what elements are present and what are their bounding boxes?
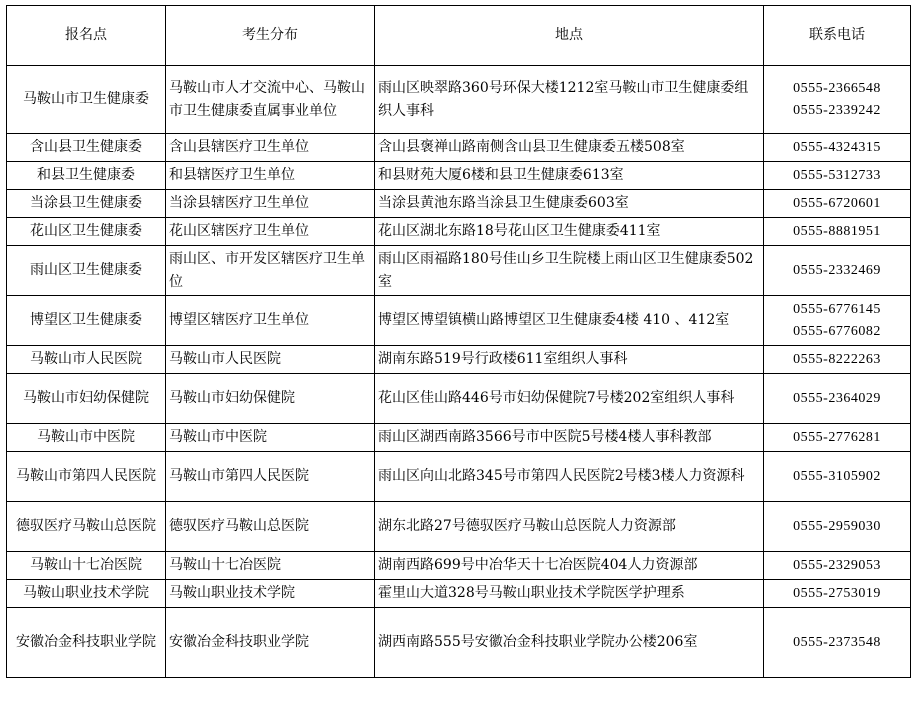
address-cell: 霍里山大道328号马鞍山职业技术学院医学护理系 <box>375 580 764 608</box>
phone-cell <box>764 246 911 296</box>
site-cell: 雨山区卫生健康委 <box>7 246 166 296</box>
candidates-cell: 德驭医疗马鞍山总医院 <box>166 502 375 552</box>
phone-number: 0555-2329053 <box>793 557 881 573</box>
table-row <box>7 552 911 580</box>
phone-cell <box>764 608 911 678</box>
phone-number: 0555-4324315 <box>793 139 881 155</box>
address-cell: 雨山区映翠路360号环保大楼1212室马鞍山市卫生健康委组织人事科 <box>375 66 764 134</box>
phone-number: 0555-2339242 <box>793 102 881 118</box>
site-cell: 马鞍山市人民医院 <box>7 346 166 374</box>
candidates-cell: 雨山区、市开发区辖医疗卫生单位 <box>166 246 375 296</box>
site-cell: 当涂县卫生健康委 <box>7 190 166 218</box>
phone-cell <box>764 296 911 346</box>
table-row <box>7 502 911 552</box>
address-cell: 湖西南路555号安徽冶金科技职业学院办公楼206室 <box>375 608 764 678</box>
table-row <box>7 374 911 424</box>
table-row <box>7 580 911 608</box>
phone-number: 0555-2364029 <box>793 390 881 406</box>
site-cell: 马鞍山职业技术学院 <box>7 580 166 608</box>
phone-cell <box>764 162 911 190</box>
table-row <box>7 346 911 374</box>
site-cell: 含山县卫生健康委 <box>7 134 166 162</box>
site-cell: 马鞍山市妇幼保健院 <box>7 374 166 424</box>
phone-number: 0555-3105902 <box>793 468 881 484</box>
phone-number: 0555-8881951 <box>793 223 881 239</box>
address-cell: 含山县褒禅山路南侧含山县卫生健康委五楼508室 <box>375 134 764 162</box>
phone-cell <box>764 66 911 134</box>
address-cell: 湖东北路27号德驭医疗马鞍山总医院人力资源部 <box>375 502 764 552</box>
header-site: 报名点 <box>7 6 166 66</box>
phone-cell <box>764 218 911 246</box>
address-cell: 当涂县黄池东路当涂县卫生健康委603室 <box>375 190 764 218</box>
table-row <box>7 134 911 162</box>
site-cell: 马鞍山市第四人民医院 <box>7 452 166 502</box>
address-cell: 湖南西路699号中冶华天十七冶医院404人力资源部 <box>375 552 764 580</box>
candidates-cell: 含山县辖医疗卫生单位 <box>166 134 375 162</box>
phone-number: 0555-2332469 <box>793 262 881 278</box>
phone-cell <box>764 190 911 218</box>
phone-number: 0555-2959030 <box>793 518 881 534</box>
table-row <box>7 246 911 296</box>
table-row <box>7 66 911 134</box>
site-cell: 马鞍山市中医院 <box>7 424 166 452</box>
phone-cell <box>764 424 911 452</box>
phone-number: 0555-6720601 <box>793 195 881 211</box>
phone-cell <box>764 552 911 580</box>
site-cell: 博望区卫生健康委 <box>7 296 166 346</box>
header-phone: 联系电话 <box>764 6 911 66</box>
address-cell: 湖南东路519号行政楼611室组织人事科 <box>375 346 764 374</box>
candidates-cell: 当涂县辖医疗卫生单位 <box>166 190 375 218</box>
site-cell: 马鞍山市卫生健康委 <box>7 66 166 134</box>
phone-number: 0555-2776281 <box>793 429 881 445</box>
phone-number: 0555-2373548 <box>793 634 881 650</box>
phone-number: 0555-8222263 <box>793 351 881 367</box>
address-cell: 雨山区向山北路345号市第四人民医院2号楼3楼人力资源科 <box>375 452 764 502</box>
candidates-cell: 马鞍山职业技术学院 <box>166 580 375 608</box>
table-row <box>7 218 911 246</box>
site-cell: 安徽冶金科技职业学院 <box>7 608 166 678</box>
site-cell: 花山区卫生健康委 <box>7 218 166 246</box>
site-cell: 和县卫生健康委 <box>7 162 166 190</box>
address-cell: 雨山区湖西南路3566号市中医院5号楼4楼人事科教部 <box>375 424 764 452</box>
candidates-cell: 和县辖医疗卫生单位 <box>166 162 375 190</box>
phone-number: 0555-2366548 <box>793 80 881 96</box>
address-cell: 博望区博望镇横山路博望区卫生健康委4楼 410 、412室 <box>375 296 764 346</box>
address-cell: 花山区佳山路446号市妇幼保健院7号楼202室组织人事科 <box>375 374 764 424</box>
phone-cell <box>764 374 911 424</box>
phone-number: 0555-6776082 <box>793 323 881 339</box>
phone-cell <box>764 346 911 374</box>
header-address: 地点 <box>375 6 764 66</box>
table-row <box>7 162 911 190</box>
phone-number: 0555-2753019 <box>793 585 881 601</box>
candidates-cell: 马鞍山市中医院 <box>166 424 375 452</box>
phone-cell <box>764 452 911 502</box>
table-row <box>7 608 911 678</box>
table-row <box>7 296 911 346</box>
site-cell: 德驭医疗马鞍山总医院 <box>7 502 166 552</box>
candidates-cell: 马鞍山市妇幼保健院 <box>166 374 375 424</box>
candidates-cell: 博望区辖医疗卫生单位 <box>166 296 375 346</box>
address-cell: 雨山区雨福路180号佳山乡卫生院楼上雨山区卫生健康委502室 <box>375 246 764 296</box>
phone-cell <box>764 580 911 608</box>
phone-number: 0555-5312733 <box>793 167 881 183</box>
table-body <box>7 66 911 678</box>
header-row <box>7 6 911 66</box>
candidates-cell: 马鞍山市人民医院 <box>166 346 375 374</box>
registration-table <box>6 5 911 678</box>
site-cell: 马鞍山十七冶医院 <box>7 552 166 580</box>
phone-number: 0555-6776145 <box>793 301 881 317</box>
address-cell: 和县财苑大厦6楼和县卫生健康委613室 <box>375 162 764 190</box>
candidates-cell: 花山区辖医疗卫生单位 <box>166 218 375 246</box>
table-row <box>7 190 911 218</box>
candidates-cell: 马鞍山市人才交流中心、马鞍山市卫生健康委直属事业单位 <box>166 66 375 134</box>
address-cell: 花山区湖北东路18号花山区卫生健康委411室 <box>375 218 764 246</box>
table-row <box>7 452 911 502</box>
candidates-cell: 马鞍山市第四人民医院 <box>166 452 375 502</box>
phone-cell <box>764 502 911 552</box>
candidates-cell: 马鞍山十七冶医院 <box>166 552 375 580</box>
header-candidates: 考生分布 <box>166 6 375 66</box>
table-row <box>7 424 911 452</box>
candidates-cell: 安徽冶金科技职业学院 <box>166 608 375 678</box>
phone-cell <box>764 134 911 162</box>
